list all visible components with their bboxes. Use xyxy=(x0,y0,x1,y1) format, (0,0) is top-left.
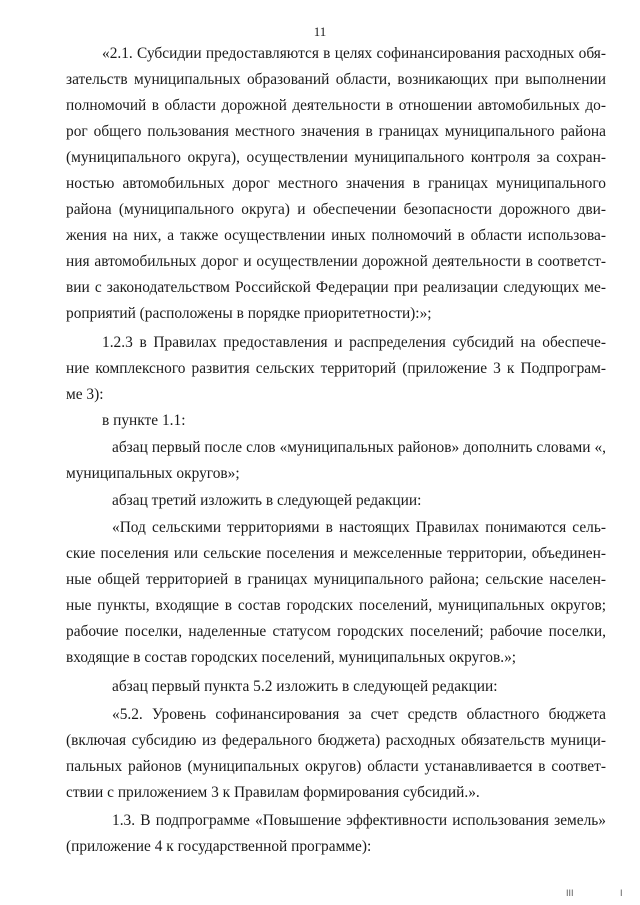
text-line: «Под сельскими территориями в настоящих Правилах понимаются сель- xyxy=(112,519,606,536)
text-line: ствии с приложением 3 к Правилам формирования субсидий.». xyxy=(66,784,480,801)
page-number: 11 xyxy=(313,24,327,39)
text-line: ные пункты, входящие в состав городских поселений, муниципальных округов; xyxy=(66,597,606,614)
text-line: рабочие поселки, наделенные статусом городских поселений; рабочие поселки, xyxy=(66,623,606,640)
text-line: ния автомобильных дорог и осуществлении дорожной деятельности в соответст- xyxy=(66,253,606,270)
text-line: вии с законодательством Российской Федерации при реализации следующих ме- xyxy=(66,279,606,296)
text-line: роприятий (расположены в порядке приоритетности):»; xyxy=(66,305,432,322)
text-line: зательств муниципальных образований области, возникающих при выполнении xyxy=(66,71,606,88)
text-line: района (муниципального округа) и обеспечении безопасности дорожного дви- xyxy=(66,201,606,218)
text-line: (включая субсидию из федерального бюджета) расходных обязательств муници- xyxy=(66,732,606,749)
text-line: в пункте 1.1: xyxy=(102,412,186,429)
text-line: жения на них, а также осуществлении иных полномочий в области использова- xyxy=(66,227,606,244)
text-line: абзац первый пункта 5.2 изложить в следующей редакции: xyxy=(112,678,498,695)
text-line: (приложение 4 к государственной программе): xyxy=(66,838,372,855)
text-line: муниципальных округов»; xyxy=(66,465,240,482)
text-line: 1.2.3 в Правилах предоставления и распределения субсидий на обеспече- xyxy=(102,334,606,351)
text-line: «2.1. Субсидии предоставляются в целях софинансирования расходных обя- xyxy=(102,45,606,62)
text-line: абзац третий изложить в следующей редакции: xyxy=(112,492,422,509)
text-line: рог общего пользования местного значения в границах муниципального района xyxy=(66,123,606,140)
footer-mark: III xyxy=(566,888,574,898)
text-line: (муниципального округа), осуществлении муниципального контроля за сохран- xyxy=(66,149,606,166)
text-line: ские поселения или сельские поселения и межселенные территории, объединен- xyxy=(66,545,606,562)
text-line: 1.3. В подпрограмме «Повышение эффективности использования земель» xyxy=(112,812,606,829)
text-line: полномочий в области дорожной деятельности в отношении автомобильных до- xyxy=(66,97,606,114)
text-line: абзац первый после слов «муниципальных районов» дополнить словами «, xyxy=(112,439,606,456)
text-line: пальных районов (муниципальных округов) области устанавливается в соответ- xyxy=(66,758,606,775)
text-line: ме 3): xyxy=(66,386,104,403)
footer-mark: I xyxy=(620,888,623,898)
text-line: ние комплексного развития сельских территорий (приложение 3 к Подпрограм- xyxy=(66,360,606,377)
text-line: «5.2. Уровень софинансирования за счет средств областного бюджета xyxy=(112,706,606,723)
text-line: входящие в состав городских поселений, муниципальных округов.»; xyxy=(66,649,517,666)
text-line: ные общей территорией в границах муниципального района; сельские населен- xyxy=(66,571,606,588)
text-line: ностью автомобильных дорог местного значения в границах муниципального xyxy=(66,175,606,192)
